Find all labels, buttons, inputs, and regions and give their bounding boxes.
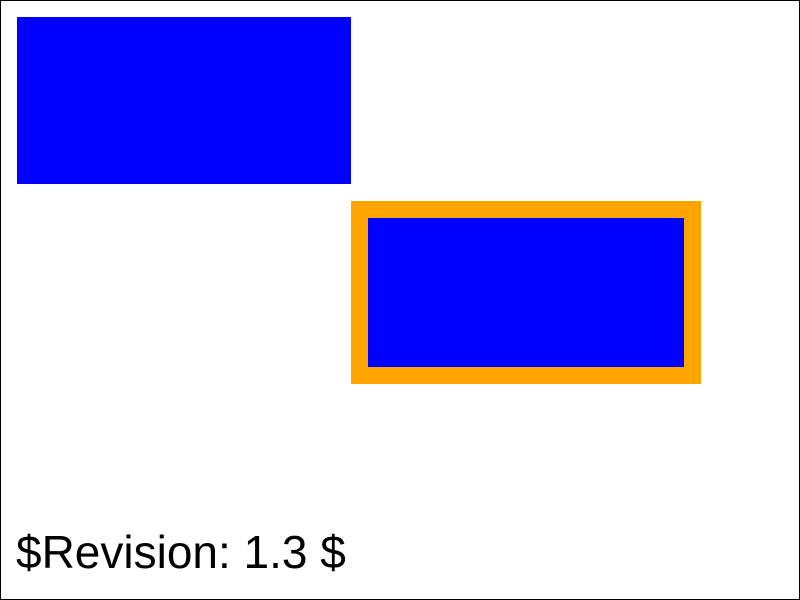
blue-rectangle — [17, 17, 351, 184]
blue-rectangle-orange-stroke — [351, 201, 701, 384]
revision-label: $Revision: 1.3 $ — [16, 526, 346, 578]
